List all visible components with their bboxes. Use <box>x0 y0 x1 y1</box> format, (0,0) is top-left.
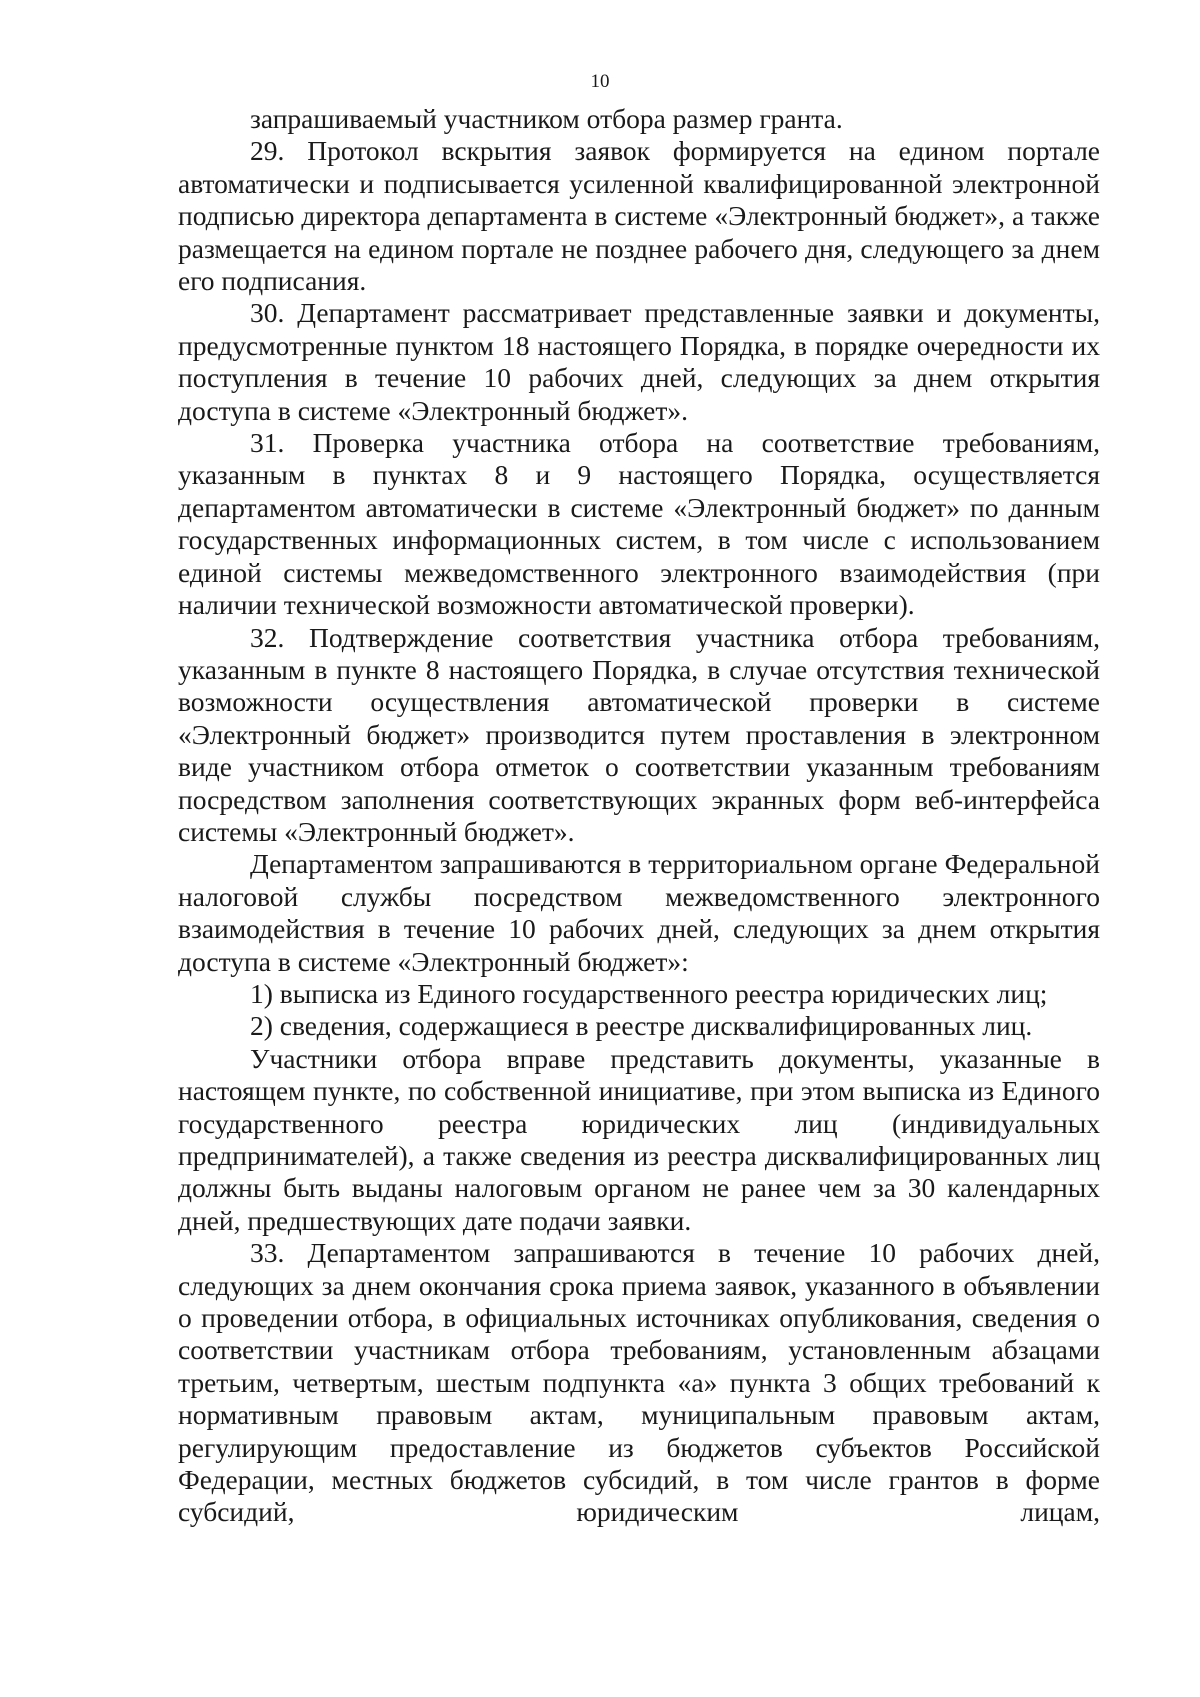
paragraph-31: 31. Проверка участника отбора на соответствие требованиям, указанным в пунктах 8 и 9 настоящего Порядка, осуществляется департаментом автоматически в системе «Электронный бюджет» по данным государственных информационных систем, в том числе с использованием единой системы межведомственного электронного взаимодействия (при наличии технической возможности автоматической проверки). <box>178 427 1100 621</box>
paragraph-30: 30. Департамент рассматривает представленные заявки и документы, предусмотренные пунктом 18 настоящего Порядка, в порядке очередности их поступления в течение 10 рабочих дней, следующих за днем открытия доступа в системе «Электронный бюджет». <box>178 297 1100 426</box>
paragraph-29: 29. Протокол вскрытия заявок формируется на едином портале автоматически и подписывается усиленной квалифицированной электронной подписью директора департамента в системе «Электронный бюджет», а также размещается на едином портале не позднее рабочего дня, следующего за днем его подписания. <box>178 135 1100 297</box>
paragraph-continuation: запрашиваемый участником отбора размер гранта. <box>250 103 843 134</box>
page-number: 10 <box>590 71 610 92</box>
paragraph-participants-right: Участники отбора вправе представить документы, указанные в настоящем пункте, по собственной инициативе, при этом выписка из Единого государственного реестра юридических лиц (индивидуальных предпринимателей), а также сведения из реестра дисквалифицированных лиц должны быть выданы налоговым органом не ранее чем за 30 календарных дней, предшествующих дате подачи заявки. <box>178 1042 1100 1236</box>
list-item-2: 2) сведения, содержащиеся в реестре дисквалифицированных лиц. <box>250 1010 1033 1042</box>
document-body <box>178 103 1100 1529</box>
paragraph-33: 33. Департаментом запрашиваются в течение 10 рабочих дней, следующих за днем окончания срока приема заявок, указанного в объявлении о проведении отбора, в официальных источниках опубликования, сведения о соответствии участникам отбора требованиям, установленным абзацами третьим, четвертым, шестым подпункта «а» пункта 3 общих требований к нормативным правовым актам, муниципальным правовым актам, регулирующим предоставление из бюджетов субъектов Российской Федерации, местных бюджетов субсидий, в том числе грантов в форме субсидий, юридическим лицам, <box>178 1237 1100 1528</box>
paragraph-32: 32. Подтверждение соответствия участника отбора требованиям, указанным в пункте 8 настоящего Порядка, в случае отсутствия технической возможности осуществления автоматической проверки в системе «Электронный бюджет» производится путем проставления в электронном виде участником отбора отметок о соответствии указанным требованиям посредством заполнения соответствующих экранных форм веб-интерфейса системы «Электронный бюджет». <box>178 621 1100 847</box>
list-item-1: 1) выписка из Единого государственного реестра юридических лиц; <box>250 977 1048 1009</box>
paragraph-fns-request: Департаментом запрашиваются в территориальном органе Федеральной налоговой службы посредством межведомственного электронного взаимодействия в течение 10 рабочих дней, следующих за днем открытия доступа в системе «Электронный бюджет»: <box>178 848 1100 977</box>
